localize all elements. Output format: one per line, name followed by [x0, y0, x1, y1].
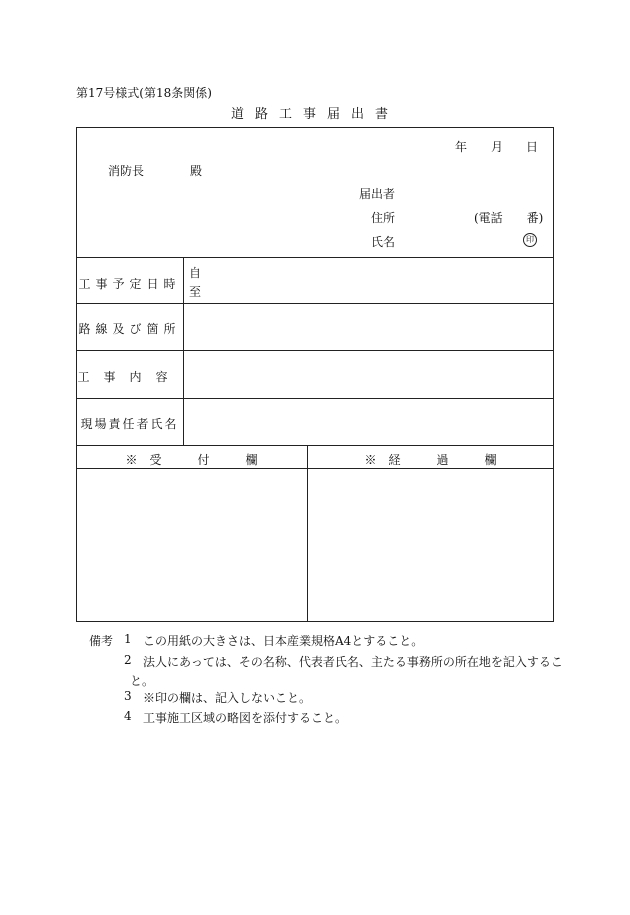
- remark-text-continued: と。: [130, 674, 155, 688]
- remark-number: 1: [124, 632, 132, 646]
- schedule-label: 工事予定日時: [78, 277, 181, 291]
- form-number: 第17号様式(第18条関係): [76, 86, 212, 100]
- phone-label: (電話 番): [474, 211, 544, 225]
- row-divider-manager: [76, 445, 554, 446]
- remark-text: ※印の欄は、記入しないこと。: [143, 691, 312, 705]
- remark-text: 工事施工区域の略図を添付すること。: [143, 711, 348, 725]
- remark-number: 4: [124, 709, 132, 723]
- content-label: 工事内容: [77, 370, 182, 384]
- row-divider-content: [76, 398, 554, 399]
- bottom-column-divider: [307, 445, 308, 622]
- remark-text: この用紙の大きさは、日本産業規格A4とすること。: [143, 634, 424, 648]
- row-divider-column-heads: [76, 468, 554, 469]
- honorific: 殿: [190, 164, 203, 178]
- date-day: 日: [526, 140, 539, 154]
- seal-icon: 印: [523, 233, 537, 247]
- name-label: 氏名: [371, 235, 396, 249]
- remarks-heading: 備考: [89, 634, 114, 648]
- remark-text: 法人にあっては、その名称、代表者氏名、主たる事務所の所在地を記入するこ: [143, 655, 563, 669]
- date-year: 年: [455, 140, 468, 154]
- row-divider-route: [76, 350, 554, 351]
- row-divider-applicant: [76, 257, 554, 258]
- date-month: 月: [491, 140, 504, 154]
- manager-label: 現場責任者氏名: [80, 417, 179, 431]
- label-column-divider: [183, 257, 184, 445]
- addressee: 消防長: [108, 164, 145, 178]
- reception-column-head: ※ 受 付 欄: [125, 453, 258, 467]
- notifier-label: 届出者: [359, 187, 396, 201]
- row-divider-schedule: [76, 303, 554, 304]
- remark-number: 3: [124, 689, 132, 703]
- document-title: 道路工事届出書: [230, 107, 399, 122]
- progress-column-head: ※ 経 過 欄: [364, 453, 497, 467]
- route-label: 路線及び箇所: [78, 322, 181, 336]
- remark-number: 2: [124, 653, 132, 667]
- address-label: 住所: [371, 211, 396, 225]
- schedule-to: 至: [189, 285, 202, 299]
- schedule-from: 自: [189, 266, 202, 280]
